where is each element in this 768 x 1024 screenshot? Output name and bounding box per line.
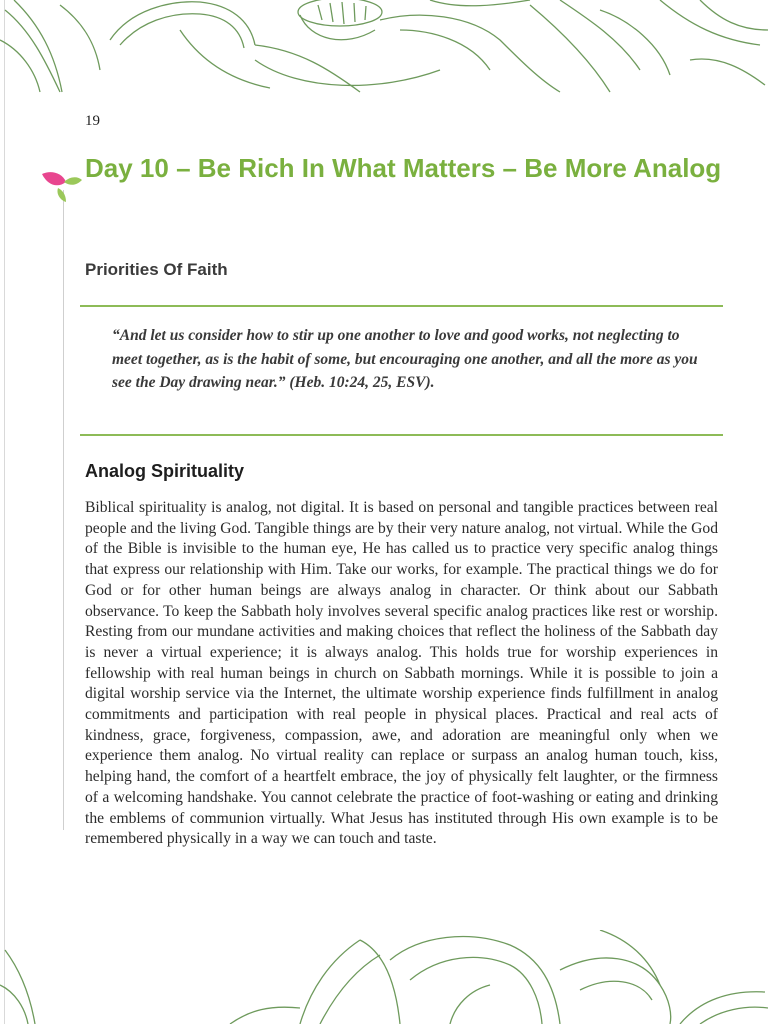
divider-top: [80, 305, 723, 307]
page-edge: [4, 0, 5, 1024]
scripture-quote: “And let us consider how to stir up one another to love and good works, not neglecting to meet together, as is the habit of some, but encouraging one another, and all the more as you see the Day drawing near.” (Heb. 10:24, 25, ESV).: [112, 327, 698, 391]
subtitle: Priorities Of Faith: [85, 260, 228, 279]
body-paragraph: Biblical spirituality is analog, not digital. It is based on personal and tangible practices between real people and the living God. Tangible things are by their very nature analog, not virtual. While the God of the Bible is invisible to the human eye, He has called us to practice very specific analog things that express our relationship with Him. Take our works, for example. The practical things we do for God or for other human beings are always analog in character. Or think about our Sabbath observance. To keep the Sabbath holy involves several specific analog practices like rest or worship. Resting from our mundane activities and making choices that reflect the holiness of the Sabbath day is never a virtual experience; it is always analog. This holds true for worship experiences in fellowship with real human beings in church on Sabbath mornings. While it is possible to join a digital worship service via the Internet, the ultimate worship experience finds fulfillment in analog commitments and participation with real people in physical places. Practical and real acts of kindness, grace, forgiveness, compassion, awe, and adoration are meaningful only when we experience them analog. No virtual reality can replace or surpass an analog human touch, kiss, helping hand, the comfort of a heartfelt embrace, the joy of physically felt laughter, or the firmness of a welcoming handshake. You cannot celebrate the practice of foot-washing or eating and drinking the emblems of communion virtually. What Jesus has instituted through His own example is to be remembered physically in a way we can touch and taste.: [85, 499, 718, 848]
divider-bottom: [80, 434, 723, 436]
petal-leaf-icon: [40, 168, 84, 204]
page-title: Day 10 – Be Rich In What Matters – Be More Analog: [85, 153, 722, 183]
floral-decoration-bottom: [0, 930, 768, 1024]
floral-decoration-top: [0, 0, 768, 95]
page-number: 19: [85, 113, 100, 129]
section-heading: Analog Spirituality: [85, 461, 245, 481]
side-guide-line: [63, 190, 64, 830]
